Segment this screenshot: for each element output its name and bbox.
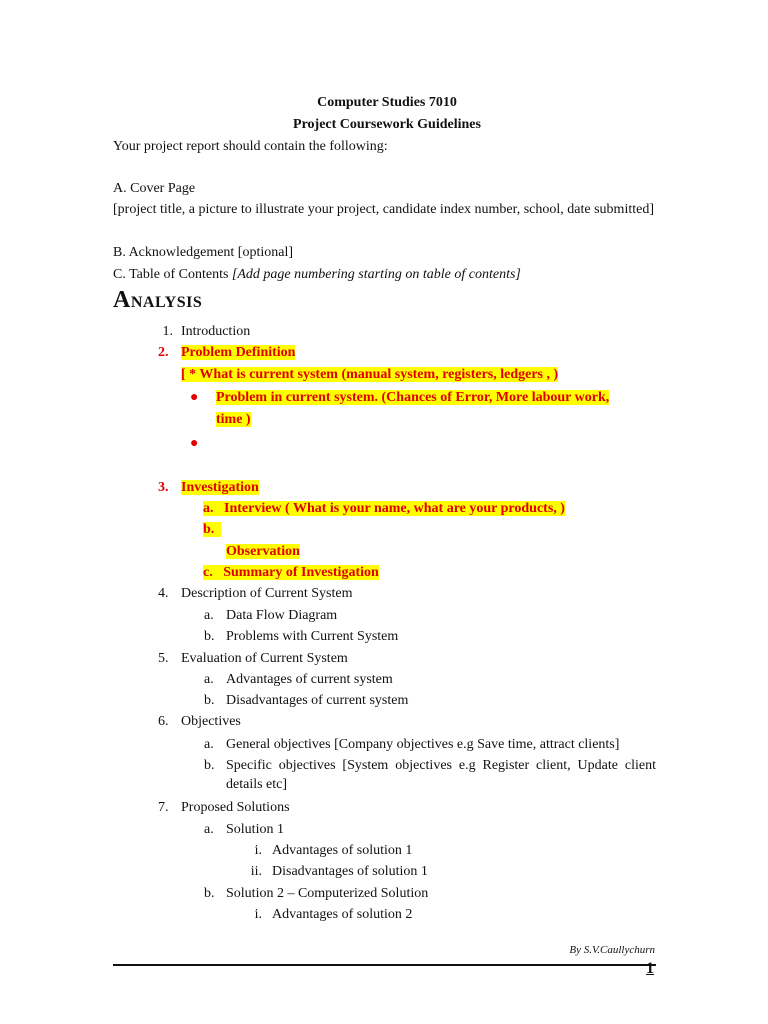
list-item-text: Description of Current System bbox=[181, 586, 353, 601]
sub-item-text: General objectives [Company objectives e.g Save time, attract clients] bbox=[226, 737, 620, 752]
roman-number: i. bbox=[254, 843, 262, 858]
sub-item-number: a. bbox=[204, 822, 214, 837]
acknowledgement-label: B. Acknowledgement [optional] bbox=[113, 245, 294, 260]
sub-item-text: Disadvantages of current system bbox=[226, 693, 409, 708]
sub-item-text: Specific objectives [System objectives e.g Register client, Update client details etc] bbox=[226, 758, 656, 792]
problem-bullet-line1: Problem in current system. (Chances of Error, More labour work, bbox=[216, 390, 610, 405]
investigation-b-text: Observation bbox=[226, 544, 300, 559]
list-item-text: Proposed Solutions bbox=[181, 800, 290, 815]
bullet-icon: ● bbox=[190, 390, 199, 405]
list-item-number: 4. bbox=[158, 586, 169, 601]
roman-item-text: Disadvantages of solution 1 bbox=[272, 864, 428, 879]
sub-item-text: Problems with Current System bbox=[226, 629, 399, 644]
toc-note: [Add page numbering starting on table of contents] bbox=[231, 267, 521, 282]
page-number: 1 bbox=[646, 960, 654, 977]
sub-item-number: b. bbox=[204, 629, 215, 644]
sub-item-number: b. bbox=[204, 758, 215, 773]
list-item-text: Evaluation of Current System bbox=[181, 651, 348, 666]
problem-bullet-line2: time ) bbox=[216, 412, 251, 427]
cover-page-description: [project title, a picture to illustrate your project, candidate index number, school, date submitted] bbox=[113, 202, 654, 217]
table-of-contents-line bbox=[113, 265, 521, 284]
sub-item-text: Advantages of current system bbox=[226, 672, 393, 687]
current-system-question: [ * What is current system (manual system, registers, ledgers , ) bbox=[181, 367, 559, 382]
roman-number: i. bbox=[254, 907, 262, 922]
empty-bullet bbox=[216, 434, 221, 453]
list-item-number: 2. bbox=[158, 345, 169, 360]
sub-item-number: a. bbox=[204, 608, 214, 623]
analysis-heading bbox=[113, 286, 202, 317]
roman-item-text: Advantages of solution 2 bbox=[272, 907, 413, 922]
bullet-icon: ● bbox=[190, 436, 199, 451]
roman-item-text: Advantages of solution 1 bbox=[272, 843, 413, 858]
footer-rule bbox=[113, 964, 656, 966]
list-item: 1. bbox=[162, 324, 173, 339]
problem-definition-title: Problem Definition bbox=[181, 345, 296, 360]
investigation-title: Investigation bbox=[181, 480, 259, 495]
sub-item-text: Data Flow Diagram bbox=[226, 608, 338, 623]
list-item-number: 3. bbox=[158, 480, 169, 495]
doc-title-line2: Project Coursework Guidelines bbox=[293, 117, 481, 132]
analysis-heading-rest: NALYSIS bbox=[130, 294, 203, 311]
doc-title-line1: Computer Studies 7010 bbox=[317, 95, 457, 110]
sub-item-number: a. bbox=[204, 672, 214, 687]
sub-item-number: b. bbox=[204, 693, 215, 708]
list-item-text: Introduction bbox=[181, 324, 251, 339]
list-item-text: Objectives bbox=[181, 714, 241, 729]
list-item-number: 6. bbox=[158, 714, 169, 729]
investigation-c: c. Summary of Investigation bbox=[203, 565, 379, 580]
roman-number: ii. bbox=[250, 864, 262, 879]
analysis-heading-cap: A bbox=[113, 287, 131, 313]
list-item-number: 5. bbox=[158, 651, 169, 666]
toc-label: C. Table of Contents bbox=[113, 267, 232, 282]
sub-item-number: b. bbox=[204, 886, 215, 901]
footer-author: By S.V.Caullychurn bbox=[569, 944, 655, 956]
cover-page-label: A. Cover Page bbox=[113, 181, 196, 196]
sub-item-text: Solution 1 bbox=[226, 822, 284, 837]
sub-item-text: Solution 2 – Computerized Solution bbox=[226, 886, 429, 901]
intro-text: Your project report should contain the following: bbox=[113, 139, 388, 154]
investigation-a: a. Interview ( What is your name, what are your products, ) bbox=[203, 501, 565, 516]
list-item-number: 7. bbox=[158, 800, 169, 815]
investigation-b-number: b. bbox=[203, 520, 221, 539]
sub-item-number: a. bbox=[204, 737, 214, 752]
